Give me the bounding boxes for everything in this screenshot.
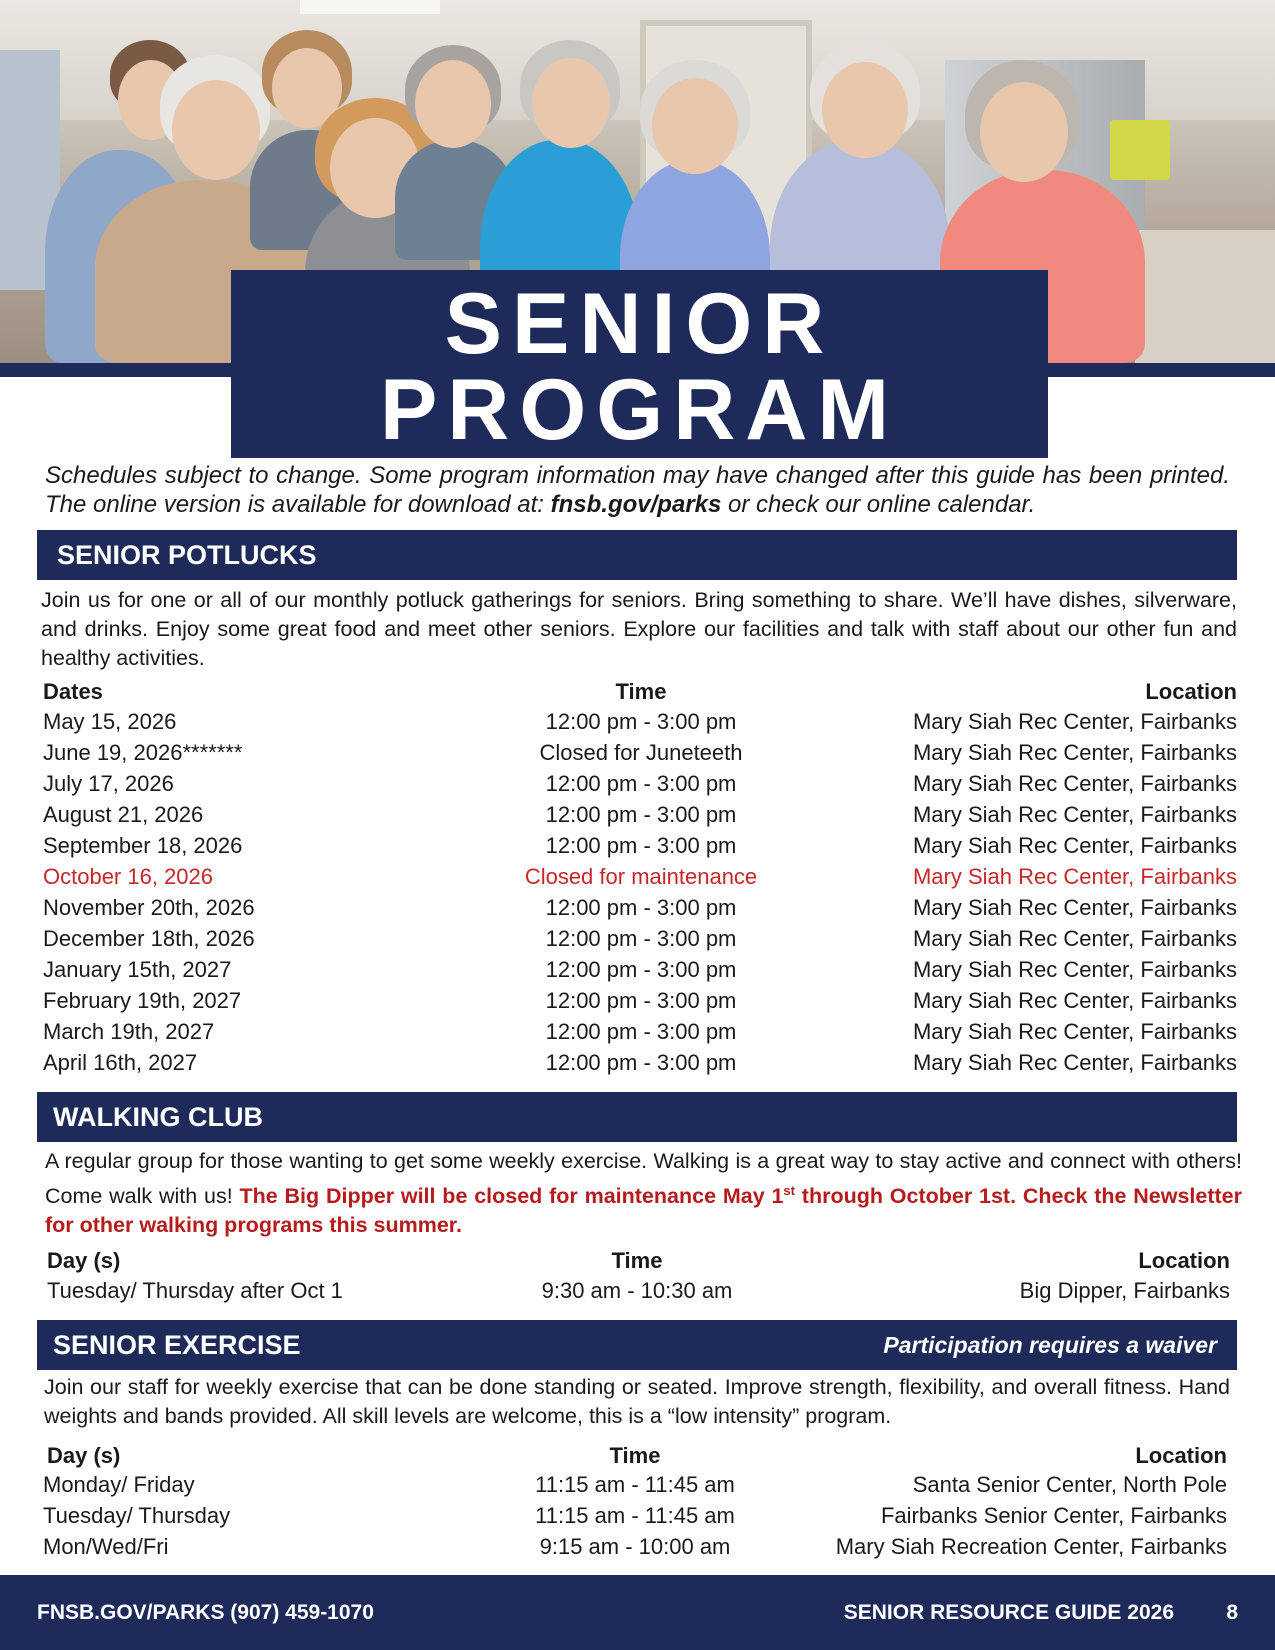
row-location: Mary Siah Rec Center, Fairbanks — [912, 833, 1237, 858]
table-row — [41, 768, 1237, 799]
row-date: December 18th, 2026 — [43, 926, 255, 951]
col-time: Time — [615, 679, 667, 704]
table-row — [41, 985, 1237, 1016]
row-location: Mary Siah Rec Center, Fairbanks — [912, 740, 1237, 765]
row-date: July 17, 2026 — [43, 771, 174, 796]
exercise-title: SENIOR EXERCISE — [53, 1330, 301, 1360]
footer-guide-title: SENIOR RESOURCE GUIDE 2026 — [843, 1601, 1174, 1624]
row-location: Mary Siah Rec Center, Fairbanks — [912, 1019, 1237, 1044]
row-location: Mary Siah Rec Center, Fairbanks — [912, 802, 1237, 827]
title-line-2: PROGRAM — [379, 362, 900, 458]
row-day: Mon/Wed/Fri — [43, 1534, 169, 1559]
table-row — [41, 799, 1237, 830]
person-9-face — [980, 82, 1068, 182]
row-time: 12:00 pm - 3:00 pm — [545, 709, 737, 734]
person-8-face — [822, 62, 908, 158]
row-time: Closed for Juneteeth — [539, 740, 743, 765]
row-date: June 19, 2026******* — [43, 740, 243, 765]
row-time: 12:00 pm - 3:00 pm — [545, 1050, 737, 1075]
ceiling-light — [300, 0, 440, 14]
col-time: Time — [609, 1443, 661, 1468]
intro-text: Schedules subject to change. Some program information may have changed after this guide has been printed. The online version is available for download at: — [45, 462, 1230, 518]
table-row — [41, 861, 1237, 892]
row-location: Mary Siah Rec Center, Fairbanks — [912, 926, 1237, 951]
walking-notice-sup: st — [783, 1183, 795, 1198]
col-location: Location — [1135, 1443, 1227, 1468]
col-location: Location — [1138, 1248, 1230, 1273]
row-time: 12:00 pm - 3:00 pm — [545, 926, 737, 951]
row-day: Monday/ Friday — [43, 1472, 195, 1497]
col-day: Day (s) — [47, 1443, 121, 1468]
table-row — [41, 1469, 1227, 1500]
walking-notice-a: The Big Dipper will be closed for maintenance May 1 — [239, 1184, 784, 1209]
col-day: Day (s) — [47, 1248, 121, 1273]
row-location: Mary Siah Recreation Center, Fairbanks — [835, 1534, 1227, 1559]
exercise-table-header — [45, 1440, 1227, 1471]
table-row — [41, 830, 1237, 861]
row-day: Tuesday/ Thursday — [43, 1503, 231, 1528]
page-number: 8 — [1226, 1601, 1238, 1624]
person-7-face — [652, 78, 738, 174]
row-time: 12:00 pm - 3:00 pm — [545, 988, 737, 1013]
row-time: 12:00 pm - 3:00 pm — [545, 895, 737, 920]
exercise-description: Join our staff for weekly exercise that can be done standing or seated. Improve strength, flexibility, and overall fitness. Hand weights and bands provided. All skill levels are welcome, this is a “low intensity” program. — [44, 1375, 1230, 1428]
row-date: April 16th, 2027 — [43, 1050, 198, 1075]
walking-table-header — [45, 1245, 1230, 1276]
waiver-note: Participation requires a waiver — [883, 1332, 1217, 1358]
row-location: Mary Siah Rec Center, Fairbanks — [912, 1050, 1237, 1075]
row-location: Fairbanks Senior Center, Fairbanks — [880, 1503, 1227, 1528]
row-time: 12:00 pm - 3:00 pm — [545, 802, 737, 827]
table-row — [41, 954, 1237, 985]
walking-time: 9:30 am - 10:30 am — [541, 1278, 733, 1303]
row-time: 12:00 pm - 3:00 pm — [545, 771, 737, 796]
walking-text: A regular group for those wanting to get some weekly exercise. Walking is a great way to stay active and connect with others! Come walk with us! — [45, 1149, 1242, 1209]
table-row — [41, 1047, 1237, 1078]
row-date: October 16, 2026 — [43, 864, 214, 889]
walking-notice-b: through October 1st. Check the Newsletter for other walking programs this summer. — [45, 1184, 1243, 1238]
person-5-face — [415, 60, 491, 148]
title-line-1: SENIOR — [444, 276, 835, 372]
col-location: Location — [1145, 679, 1237, 704]
col-time: Time — [611, 1248, 663, 1273]
title-banner — [231, 270, 1048, 458]
row-location: Mary Siah Rec Center, Fairbanks — [912, 988, 1237, 1013]
potlucks-table-header — [41, 676, 1237, 707]
parks-link[interactable]: fnsb.gov/parks — [550, 491, 722, 518]
row-time: Closed for maintenance — [524, 864, 758, 889]
walking-location: Big Dipper, Fairbanks — [1019, 1278, 1230, 1303]
page-footer — [0, 1575, 1275, 1650]
row-date: March 19th, 2027 — [43, 1019, 215, 1044]
row-date: November 20th, 2026 — [43, 895, 255, 920]
row-location: Mary Siah Rec Center, Fairbanks — [912, 771, 1237, 796]
row-date: August 21, 2026 — [43, 802, 204, 827]
potlucks-description: Join us for one or all of our monthly potluck gatherings for seniors. Bring something to share. We’ll have dishes, silverware, and drinks. Enjoy some great food and meet other seniors. Explore our facilities and talk with staff about our other fun and healthy activities. — [41, 588, 1237, 670]
exercise-header — [37, 1320, 1237, 1370]
row-time: 11:15 am - 11:45 am — [535, 1503, 735, 1528]
row-location: Mary Siah Rec Center, Fairbanks — [912, 864, 1237, 889]
walking-description — [45, 1147, 1242, 1240]
row-location: Mary Siah Rec Center, Fairbanks — [912, 709, 1237, 734]
row-time: 11:15 am - 11:45 am — [535, 1472, 735, 1497]
juice-dispenser — [1110, 120, 1170, 180]
walking-header — [37, 1092, 1237, 1142]
potlucks-header — [37, 530, 1237, 580]
row-date: January 15th, 2027 — [43, 957, 232, 982]
walking-day: Tuesday/ Thursday after Oct 1 — [47, 1278, 343, 1303]
col-dates: Dates — [43, 679, 103, 704]
row-location: Mary Siah Rec Center, Fairbanks — [912, 895, 1237, 920]
row-time: 12:00 pm - 3:00 pm — [545, 957, 737, 982]
walking-row — [45, 1275, 1230, 1306]
intro-notice — [45, 461, 1230, 519]
row-date: February 19th, 2027 — [43, 988, 242, 1013]
row-location: Santa Senior Center, North Pole — [912, 1472, 1227, 1497]
person-2-face — [172, 80, 260, 180]
table-row — [41, 737, 1237, 768]
potlucks-title: SENIOR POTLUCKS — [57, 540, 317, 570]
table-row — [41, 1531, 1227, 1562]
table-row — [41, 892, 1237, 923]
row-time: 12:00 pm - 3:00 pm — [545, 833, 737, 858]
table-row — [41, 1500, 1227, 1531]
row-time: 12:00 pm - 3:00 pm — [545, 1019, 737, 1044]
footer-contact: FNSB.GOV/PARKS (907) 459-1070 — [37, 1601, 374, 1624]
table-row — [41, 923, 1237, 954]
row-date: May 15, 2026 — [43, 709, 177, 734]
row-time: 9:15 am - 10:00 am — [539, 1534, 731, 1559]
intro-text-end: or check our online calendar. — [721, 491, 1036, 518]
walking-title: WALKING CLUB — [53, 1102, 263, 1132]
table-row — [41, 1016, 1237, 1047]
table-row — [41, 706, 1237, 737]
photo-counter — [1135, 230, 1275, 363]
person-6-face — [532, 58, 610, 148]
row-date: September 18, 2026 — [43, 833, 243, 858]
row-location: Mary Siah Rec Center, Fairbanks — [912, 957, 1237, 982]
